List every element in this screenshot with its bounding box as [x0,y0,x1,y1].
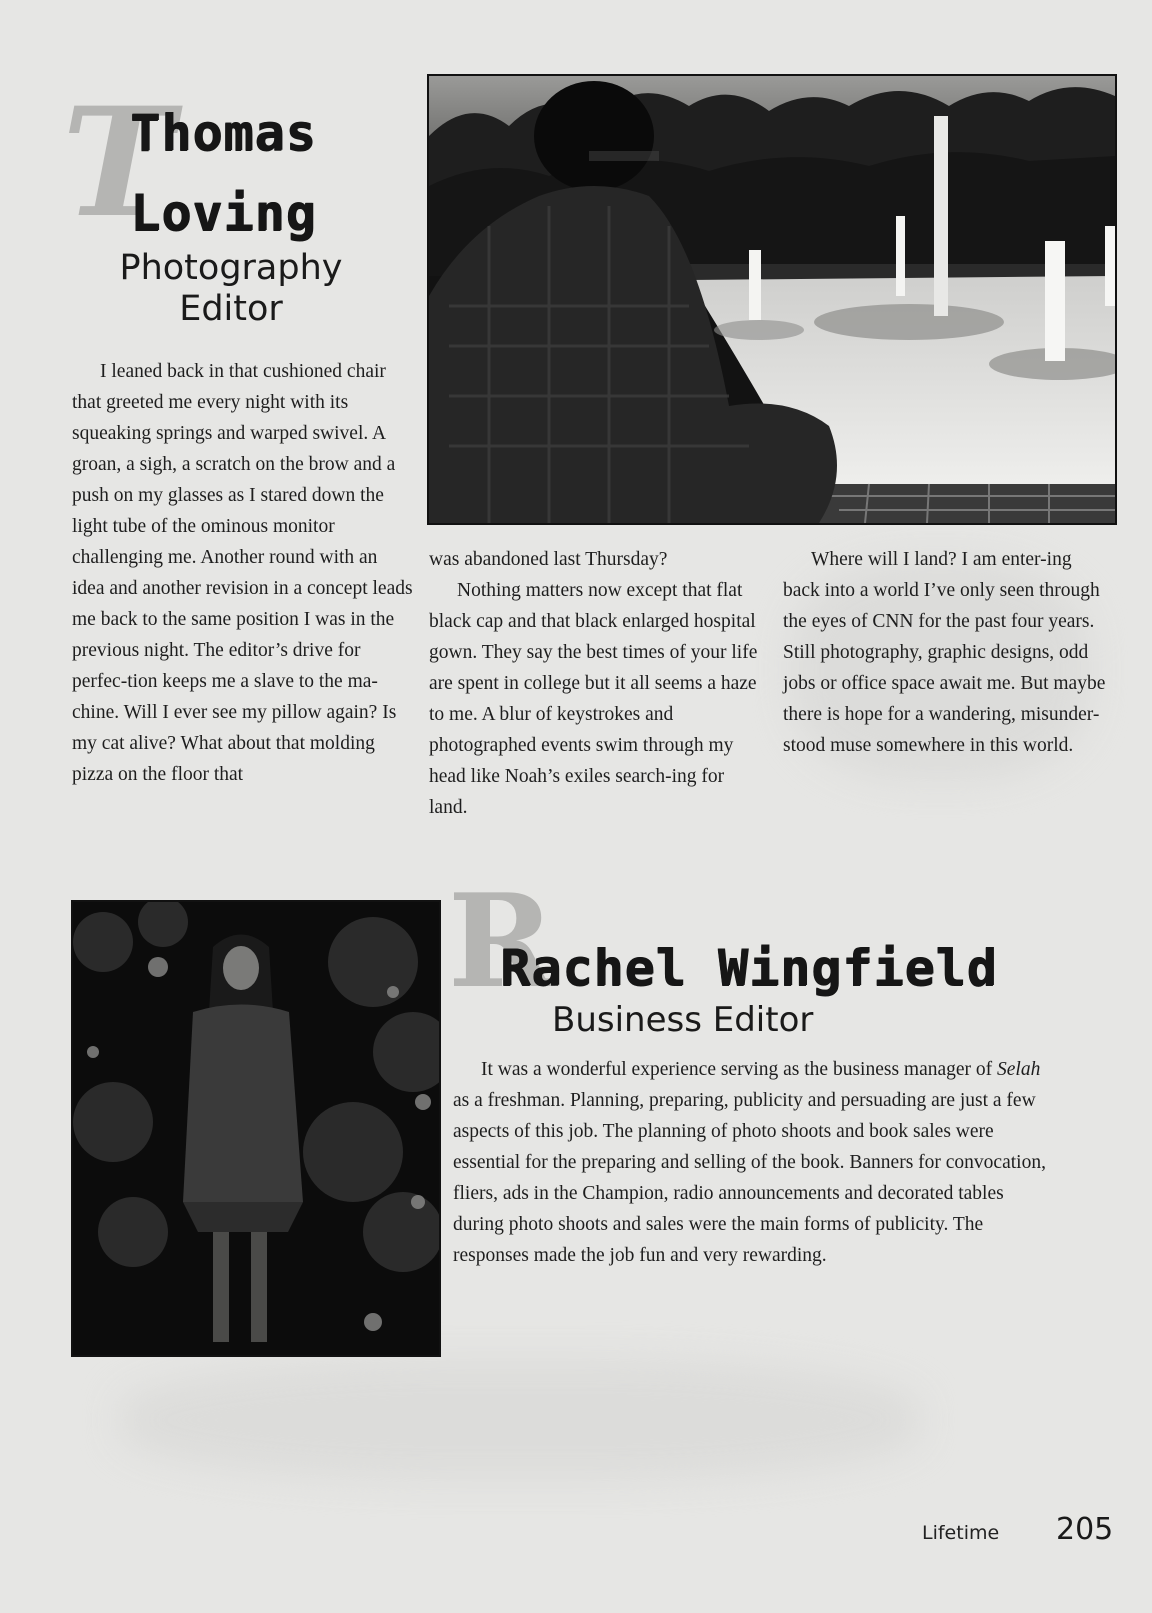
dropcap-thomas: T [62,75,174,251]
photo-thomas-image [429,76,1115,523]
role-thomas-line1: Photography [119,248,343,288]
role-thomas [100,248,362,331]
rachel-body-italic: Selah [997,1059,1041,1080]
footer-section-label: Lifetime [922,1522,1000,1544]
dropcap-rachel: R [448,867,555,1017]
thomas-column-3 [783,544,1113,761]
name-thomas-last: Loving [130,184,317,242]
thomas-column-1 [72,356,414,790]
photo-rachel-image [73,902,439,1355]
rachel-body-part2: as a freshman. Planning, preparing, publicity and persuading are just a few aspects of this job. The planning of photo shoots and book sales were essential for the preparing and selling of the book. Banners for convocation, fliers, ads in the Champion, radio announcements and decorated tables during photo shoots and sales were the main forms of publicity. The responses made the job fun and very rewarding. [453,1090,1046,1266]
name-rachel: Rachel Wingfield [500,939,998,997]
role-rachel: Business Editor [552,1000,814,1040]
thomas-column-2 [429,544,759,823]
role-thomas-line2: Editor [179,289,283,330]
rachel-paragraph [453,1054,1048,1271]
thomas-paragraph: was abandoned last Thursday? [429,549,668,570]
rachel-body-part1: It was a wonderful experience serving as the business manager of [481,1059,998,1080]
name-thomas-first: Thomas [130,104,317,162]
background-texture [120,1360,920,1480]
thomas-paragraph: Where will I land? I am enter-ing back into a world I’ve only seen through the eyes of CNN for the past four years. Still photography, graphic designs, odd jobs or office space await me. But maybe there is hope for a wandering, misunder-stood muse somewhere in this world. [783,549,1106,756]
page-number: 205 [1056,1512,1114,1547]
thomas-paragraph: I leaned back in that cushioned chair that greeted me every night with its squeaking springs and warped swivel. A groan, a sigh, a scratch on the brow and a push on my glasses as I stared down the light tube of the ominous monitor challenging me. Another round with an idea and another revision in a concept leads me back to the same position I was in the previous night. The editor’s drive for perfec-tion keeps me a slave to the ma-chine. Will I ever see my pillow again? Is my cat alive? What about that molding pizza on the floor that [72,361,413,785]
photo-rachel-portrait [71,900,441,1357]
rachel-column [453,1054,1048,1271]
thomas-paragraph: Nothing matters now except that flat black cap and that black enlarged hospital gown. They say the best times of your life are spent in college but it all seems a haze to me. A blur of keystrokes and photographed events swim through my head like Noah’s exiles search-ing for land. [429,580,758,818]
photo-thomas-fountain [427,74,1117,525]
